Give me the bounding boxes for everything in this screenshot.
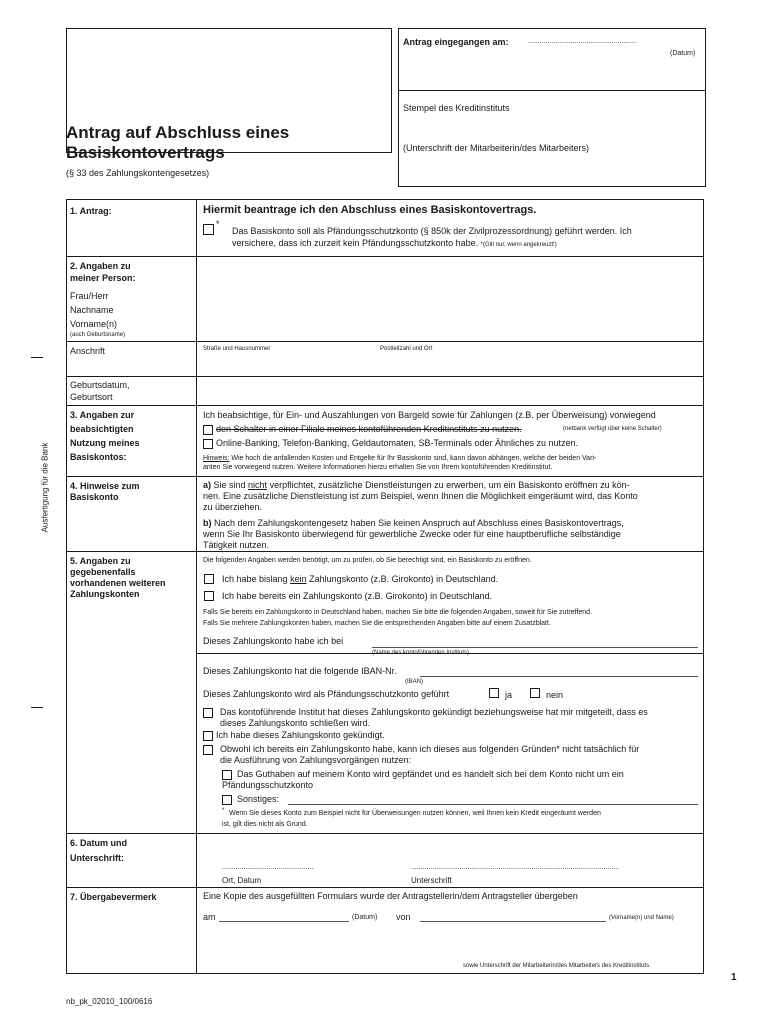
section4-a-underlined: nicht <box>248 480 268 490</box>
unusable-account-line1: Obwohl ich bereits ein Zahlungskonto habe, kann ich dieses aus folgenden Gründen* nicht tatsächlich für <box>220 744 640 754</box>
section4-b-line2: wenn Sie Ihr Basiskonto überwiegend für gewerbliche Zwecke oder für eine hauptberufliche selbständige <box>203 529 621 539</box>
section3-label-line3: Nutzung meines <box>70 438 140 448</box>
form-code: nb_pk_02010_100/0616 <box>66 997 153 1006</box>
section3-label-line2: beabsichtigten <box>70 424 134 434</box>
signature-dots[interactable]: ........................................................................................................... <box>411 864 620 871</box>
received-dots: ........................................................ <box>528 38 637 45</box>
section3-label-line1: 3. Angaben zur <box>70 410 135 420</box>
fold-mark <box>31 707 43 708</box>
section4-a-prefix: a) <box>203 480 212 490</box>
section4-b-text: Nach dem Zahlungskontengesetz haben Sie keinen Anspruch auf Abschluss eines Basiskontovertrags, <box>211 518 624 528</box>
handover-text: Eine Kopie des ausgefüllten Formulars wurde der Antragstellerin/dem Antragsteller übergeben <box>203 891 578 901</box>
place-date-dots[interactable]: ............................................... <box>222 864 314 871</box>
handover-date-sublabel: (Datum) <box>352 914 378 921</box>
received-date-label: (Datum) <box>670 50 696 57</box>
section4-label-line1: 4. Hinweise zum <box>70 481 140 491</box>
pfaendungsschutz-checkbox[interactable] <box>203 224 214 235</box>
handover-name-sublabel: (Vorname(n) und Name) <box>609 915 674 921</box>
row-divider <box>67 476 703 477</box>
birthdate-label-line2: Geburtsort <box>70 392 113 402</box>
terminated-by-me-option: Ich habe dieses Zahlungskonto gekündigt. <box>216 730 385 740</box>
pfaendung-label: Dieses Zahlungskonto wird als Pfändungsschutzkonto geführt <box>203 689 450 699</box>
received-label: Antrag eingegangen am: <box>403 37 509 47</box>
pfaendung-no-checkbox[interactable] <box>530 688 540 698</box>
footnote-line1: Wenn Sie dieses Konto zum Beispiel nicht für Überweisungen nutzen können, weil Ihnen kein Kredit eingeräumt werden <box>229 810 601 817</box>
hint-text: Wie hoch die anfallenden Kosten und Entgelte für Ihr Basiskonto sind, kann davon abhängen, welche der beiden Vari- <box>229 455 597 462</box>
section4-a-line3: zu überziehen. <box>203 502 263 512</box>
page-subtitle: (§ 33 des Zahlungskontengesetzes) <box>66 168 210 178</box>
section5-info-line1: Falls Sie bereits ein Zahlungskonto in Deutschland haben, machen Sie bitte die folgenden Angaben, soweit für Sie zutreffend. <box>203 609 593 616</box>
bank-name-label: Dieses Zahlungskonto habe ich bei <box>203 636 344 646</box>
terminated-by-me-checkbox[interactable] <box>203 731 213 741</box>
bank-name-input[interactable] <box>372 647 698 648</box>
online-banking-option: Online-Banking, Telefon-Banking, Geldautomaten, SB-Terminals oder Ähnliches zu nutzen. <box>216 438 579 448</box>
section1-heading: Hiermit beantrage ich den Abschluss eines Basiskontovertrags. <box>203 204 537 216</box>
street-sublabel: Straße und Hausnummer <box>203 346 271 352</box>
handover-name-input[interactable] <box>420 921 606 922</box>
salutation-label: Frau/Herr <box>70 291 109 301</box>
bank-name-sublabel: (Name des kontoführenden Instituts) <box>372 650 470 656</box>
checkbox-asterisk: * <box>216 219 220 229</box>
birthname-label: (auch Geburtsname) <box>70 332 126 338</box>
birthdate-label-line1: Geburtsdatum, <box>70 380 130 390</box>
handover-am-label: am <box>203 912 216 922</box>
lastname-label: Nachname <box>70 305 114 315</box>
has-account-checkbox[interactable] <box>204 591 214 601</box>
section4-label-line2: Basiskonto <box>70 492 119 502</box>
iban-label: Dieses Zahlungskonto hat die folgende IBAN-Nr. <box>203 666 397 676</box>
row-divider <box>67 551 703 552</box>
section3-hint-line1 <box>203 455 596 462</box>
section1-label: 1. Antrag: <box>70 206 112 216</box>
seized-balance-line2: Pfändungsschutzkonto <box>222 780 314 790</box>
seized-balance-line1: Das Guthaben auf meinem Konto wird gepfändet und es handelt sich bei dem Konto nicht um ein <box>237 769 624 779</box>
no-account-underlined: kein <box>290 574 307 584</box>
section3-hint-line2: anten Sie vorwiegend nutzen. Weitere Informationen hierzu erhalten Sie von Ihrem kontoführenden Kreditinstitut. <box>203 464 553 471</box>
footnote-line2: ist, gilt dies nicht als Grund. <box>222 821 308 828</box>
section1-text-line2 <box>232 238 557 248</box>
row-divider <box>67 405 703 406</box>
section4-a-post: verpflichtet, zusätzliche Dienstleistungen zu erwerben, um ein Basiskonto eröffnen zu kön- <box>267 480 630 490</box>
side-copy-label: Ausfertigung für die Bank <box>40 442 50 533</box>
place-date-label: Ort, Datum <box>222 876 262 885</box>
section5-label-line1: 5. Angaben zu <box>70 556 131 566</box>
unusable-account-checkbox[interactable] <box>203 745 213 755</box>
terminated-by-bank-line1: Das kontoführende Institut hat dieses Zahlungskonto gekündigt beziehungsweise hat mir mitgeteilt, dass es <box>220 707 648 717</box>
hint-label: Hinweis: <box>203 455 230 462</box>
section4-b-line1 <box>203 518 624 528</box>
postal-sublabel: Postleitzahl und Ort <box>380 346 433 352</box>
firstname-label: Vorname(n) <box>70 319 118 329</box>
divider <box>399 90 705 91</box>
counter-checkbox[interactable] <box>203 425 213 435</box>
section7-label: 7. Übergabevermerk <box>70 892 157 902</box>
other-reason-label: Sonstiges: <box>237 794 280 804</box>
page-title-line1: Antrag auf Abschluss eines <box>66 123 290 142</box>
counter-option-note: (netbank verfügt über keine Schalter) <box>563 426 662 432</box>
pfaendung-yes-label: ja <box>505 690 513 700</box>
handover-von-label: von <box>396 912 411 922</box>
unusable-account-line2: die Ausführung von Zahlungsvorgängen nutzen: <box>220 755 412 765</box>
section5-label-line4: Zahlungskonten <box>70 589 140 599</box>
seized-balance-checkbox[interactable] <box>222 770 232 780</box>
footnote-asterisk: * <box>222 808 225 814</box>
section4-a-line1 <box>203 480 630 490</box>
pfaendung-no-label: nein <box>546 690 564 700</box>
row-divider <box>67 341 703 342</box>
section3-label-line4: Basiskontos: <box>70 452 127 462</box>
page-number: 1 <box>731 972 737 983</box>
column-divider <box>196 200 197 973</box>
handover-date-input[interactable] <box>219 921 349 922</box>
terminated-by-bank-line2: dieses Zahlungskonto schließen wird. <box>220 718 371 728</box>
applicant-signature-label: Unterschrift <box>411 876 452 885</box>
iban-input[interactable] <box>420 676 698 677</box>
terminated-by-bank-checkbox[interactable] <box>203 708 213 718</box>
bank-employee-signature-label: sowie Unterschrift der Mitarbeiterin/des Mitarbeiters des Kreditinstituts <box>463 963 650 969</box>
section1-footnote: *(Gilt nur, wenn angekreuzt!) <box>480 242 557 248</box>
section3-intro: Ich beabsichtige, für Ein- und Auszahlungen von Bargeld sowie für Zahlungen (z.B. per Überweisung) vorwiegend <box>203 410 656 420</box>
section6-label-line2: Unterschrift: <box>70 853 125 863</box>
section4-a-pre: Sie sind <box>211 480 249 490</box>
has-account-option: Ich habe bereits ein Zahlungskonto (z.B. Girokonto) in Deutschland. <box>222 591 493 601</box>
section1-text-line2-main: versichere, dass ich zurzeit kein Pfändungsschutzkonto habe. <box>232 238 479 248</box>
fold-mark <box>31 357 43 358</box>
other-reason-input[interactable] <box>288 804 698 805</box>
section6-label-line1: 6. Datum und <box>70 838 128 848</box>
section4-b-line3: Tätigkeit nutzen. <box>203 540 270 550</box>
no-account-option <box>222 574 498 584</box>
online-banking-checkbox[interactable] <box>203 439 213 449</box>
page-title-line2: Basiskontovertrags <box>66 143 225 162</box>
address-label: Anschrift <box>70 346 106 356</box>
no-account-pre: Ich habe bislang <box>222 574 291 584</box>
stamp-label: Stempel des Kreditinstituts <box>403 103 510 113</box>
no-account-post: Zahlungskonto (z.B. Girokonto) in Deutschland. <box>306 574 499 584</box>
section4-a-line2: nen. Eine zusätzliche Dienstleistung ist zum Beispiel, wenn Ihnen die Möglichkeit eingeräumt wird, das Konto <box>203 491 638 501</box>
section5-intro: Die folgenden Angaben werden benötigt, um zu prüfen, ob Sie berechtigt sind, ein Basiskonto zu eröffnen. <box>203 557 532 564</box>
section5-label-line2: gegebenenfalls <box>70 567 136 577</box>
section2-label-line2: meiner Person: <box>70 273 136 283</box>
section5-label-line3: vorhandenen weiteren <box>70 578 166 588</box>
section4-b-prefix: b) <box>203 518 212 528</box>
bank-signature-label: (Unterschrift der Mitarbeiterin/des Mitarbeiters) <box>403 143 590 153</box>
section1-text-line1: Das Basiskonto soll als Pfändungsschutzkonto (§ 850k der Zivilprozessordnung) geführt werden. Ich <box>232 226 632 236</box>
pfaendung-yes-checkbox[interactable] <box>489 688 499 698</box>
section5-info-line2: Falls Sie mehrere Zahlungskonten haben, machen Sie die entsprechenden Angaben bitte auf einem Zusatzblatt. <box>203 620 551 627</box>
row-divider <box>67 376 703 377</box>
no-account-checkbox[interactable] <box>204 574 214 584</box>
row-divider <box>67 887 703 888</box>
section2-label-line1: 2. Angaben zu <box>70 261 131 271</box>
other-reason-checkbox[interactable] <box>222 795 232 805</box>
iban-sublabel: (IBAN) <box>405 679 423 685</box>
counter-option: den Schalter in einer Filiale meines kontoführenden Kreditinstituts zu nutzen. <box>216 424 522 434</box>
row-divider <box>67 256 703 257</box>
row-divider <box>67 833 703 834</box>
